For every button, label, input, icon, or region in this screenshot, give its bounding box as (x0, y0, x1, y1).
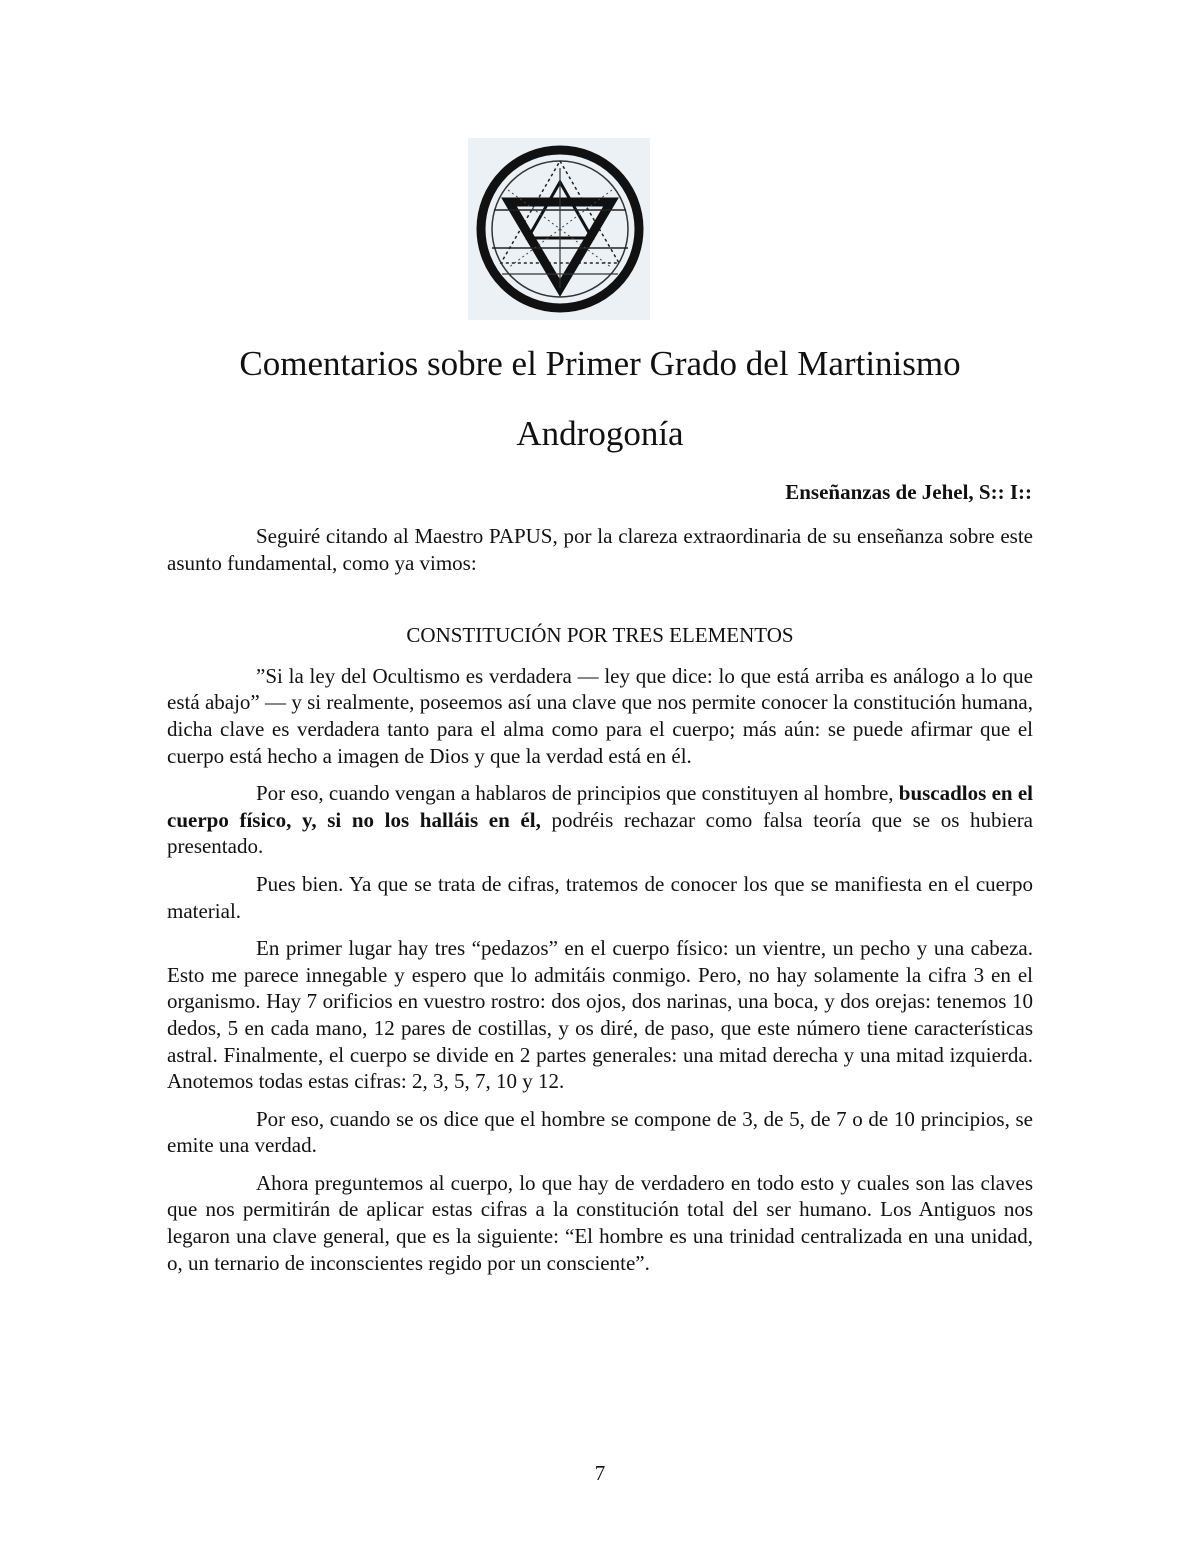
page-title: Comentarios sobre el Primer Grado del Martinismo (239, 344, 961, 383)
paragraph-2-bold-text: buscadlos en el cuerpo físico, y, si no los halláis en él, (167, 781, 1033, 832)
section-heading: CONSTITUCIÓN POR TRES ELEMENTOS (406, 623, 794, 648)
martinist-seal-icon (468, 138, 650, 320)
intro-paragraph: Seguiré citando al Maestro PAPUS, por la clareza extraordinaria de su enseñanza sobre este asunto fundamental, como ya vimos: (167, 524, 1033, 575)
paragraph-6: Ahora preguntemos al cuerpo, lo que hay de verdadero en todo esto y cuales son las claves que nos permitirán de aplicar estas cifras a la constitución total del ser humano. Los Antiguos nos legaron una clave general, que es la siguiente: “El hombre es una trinidad centralizada en una unidad, o, un ternario de inconscientes regido por un consciente”. (167, 1170, 1033, 1275)
page-number: 7 (594, 1461, 606, 1485)
paragraph-2-text-before: Por eso, cuando vengan a hablaros de principios que constituyen al hombre, (256, 781, 899, 806)
body-text (167, 523, 1033, 1287)
paragraph-2-text-after: podréis rechazar como falsa teoría que se os hubiera presentado. (167, 807, 1034, 859)
seal-svg (468, 138, 650, 320)
paragraph-5: Por eso, cuando se os dice que el hombre se compone de 3, de 5, de 7 o de 10 principios, se emite una verdad. (167, 1106, 1033, 1158)
author-line: Enseñanzas de Jehel, S:: I:: (785, 480, 1032, 504)
paragraph-3: Pues bien. Ya que se trata de cifras, tratemos de conocer los que se manifiesta en el cuerpo material. (167, 871, 1033, 923)
paragraph-4: En primer lugar hay tres “pedazos” en el cuerpo físico: un vientre, un pecho y una cabeza. Esto me parece innegable y espero que lo admitáis conmigo. Pero, no hay solamente la cifra 3 en el organismo. Hay 7 orificios en vuestro rostro: dos ojos, dos narinas, una boca, y dos orejas: tenemos 10 dedos, 5 en cada mano, 12 pares de costillas, y os diré, de paso, que este número tiene características astral. Finalmente, el cuerpo se divide en 2 partes generales: una mitad derecha y una mitad izquierda. Anotemos todas estas cifras: 2, 3, 5, 7, 10 y 12. (167, 936, 1033, 1094)
paragraph-2 (167, 780, 1033, 860)
paragraph-1: ”Si la ley del Ocultismo es verdadera — ley que dice: lo que está arriba es análogo a lo que está abajo” — y si realmente, poseemos así una clave que nos permite conocer la constitución humana, dicha clave es verdadera tanto para el alma como para el cuerpo; más aún: se puede afirmar que el cuerpo está hecho a imagen de Dios y que la verdad está en él. (167, 663, 1033, 768)
page-subtitle: Androgonía (516, 414, 684, 453)
